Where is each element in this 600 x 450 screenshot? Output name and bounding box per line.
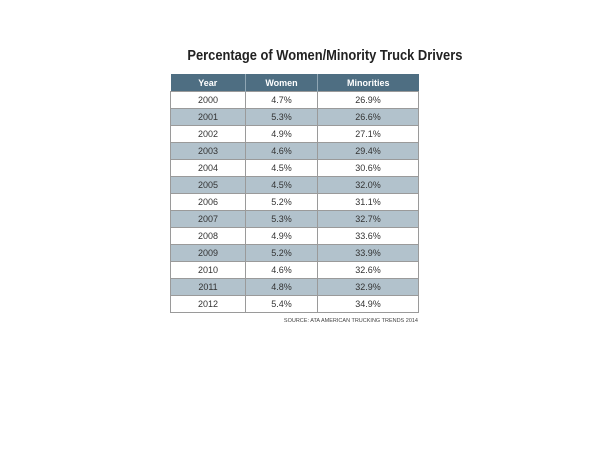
year-cell: 2005 — [171, 177, 246, 194]
column-header-women: Women — [246, 74, 318, 92]
women-cell: 4.6% — [246, 143, 318, 160]
women-cell: 5.3% — [246, 109, 318, 126]
women-cell: 4.8% — [246, 279, 318, 296]
year-cell: 2006 — [171, 194, 246, 211]
year-cell: 2004 — [171, 160, 246, 177]
women-cell: 5.2% — [246, 194, 318, 211]
data-table — [170, 74, 419, 313]
women-cell: 5.4% — [246, 296, 318, 313]
column-header-year: Year — [171, 74, 246, 92]
table-body — [171, 92, 419, 313]
table-row — [171, 245, 419, 262]
minorities-cell: 34.9% — [318, 296, 419, 313]
minorities-cell: 32.6% — [318, 262, 419, 279]
year-cell: 2001 — [171, 109, 246, 126]
year-cell: 2010 — [171, 262, 246, 279]
year-cell: 2012 — [171, 296, 246, 313]
table-row — [171, 160, 419, 177]
year-cell: 2009 — [171, 245, 246, 262]
women-cell: 4.5% — [246, 160, 318, 177]
women-cell: 4.9% — [246, 228, 318, 245]
minorities-cell: 32.9% — [318, 279, 419, 296]
women-cell: 5.2% — [246, 245, 318, 262]
table-title: Percentage of Women/Minority Truck Drivers — [187, 47, 463, 64]
table-row — [171, 143, 419, 160]
minorities-cell: 33.6% — [318, 228, 419, 245]
women-cell: 4.9% — [246, 126, 318, 143]
minorities-cell: 29.4% — [318, 143, 419, 160]
table-row — [171, 109, 419, 126]
minorities-cell: 26.9% — [318, 92, 419, 109]
year-cell: 2000 — [171, 92, 246, 109]
table-row — [171, 228, 419, 245]
table-row — [171, 279, 419, 296]
table-row — [171, 177, 419, 194]
table-row — [171, 296, 419, 313]
header-row — [171, 74, 419, 92]
year-cell: 2007 — [171, 211, 246, 228]
women-cell: 4.6% — [246, 262, 318, 279]
table-row — [171, 194, 419, 211]
table-row — [171, 262, 419, 279]
women-cell: 5.3% — [246, 211, 318, 228]
table-row — [171, 92, 419, 109]
source-note: SOURCE: ATA AMERICAN TRUCKING TRENDS 2014 — [283, 318, 418, 324]
minorities-cell: 32.0% — [318, 177, 419, 194]
year-cell: 2008 — [171, 228, 246, 245]
year-cell: 2003 — [171, 143, 246, 160]
table-row — [171, 211, 419, 228]
women-cell: 4.5% — [246, 177, 318, 194]
women-cell: 4.7% — [246, 92, 318, 109]
minorities-cell: 27.1% — [318, 126, 419, 143]
minorities-cell: 30.6% — [318, 160, 419, 177]
minorities-cell: 33.9% — [318, 245, 419, 262]
year-cell: 2011 — [171, 279, 246, 296]
table-row — [171, 126, 419, 143]
minorities-cell: 26.6% — [318, 109, 419, 126]
year-cell: 2002 — [171, 126, 246, 143]
column-header-minorities: Minorities — [318, 74, 419, 92]
minorities-cell: 31.1% — [318, 194, 419, 211]
minorities-cell: 32.7% — [318, 211, 419, 228]
